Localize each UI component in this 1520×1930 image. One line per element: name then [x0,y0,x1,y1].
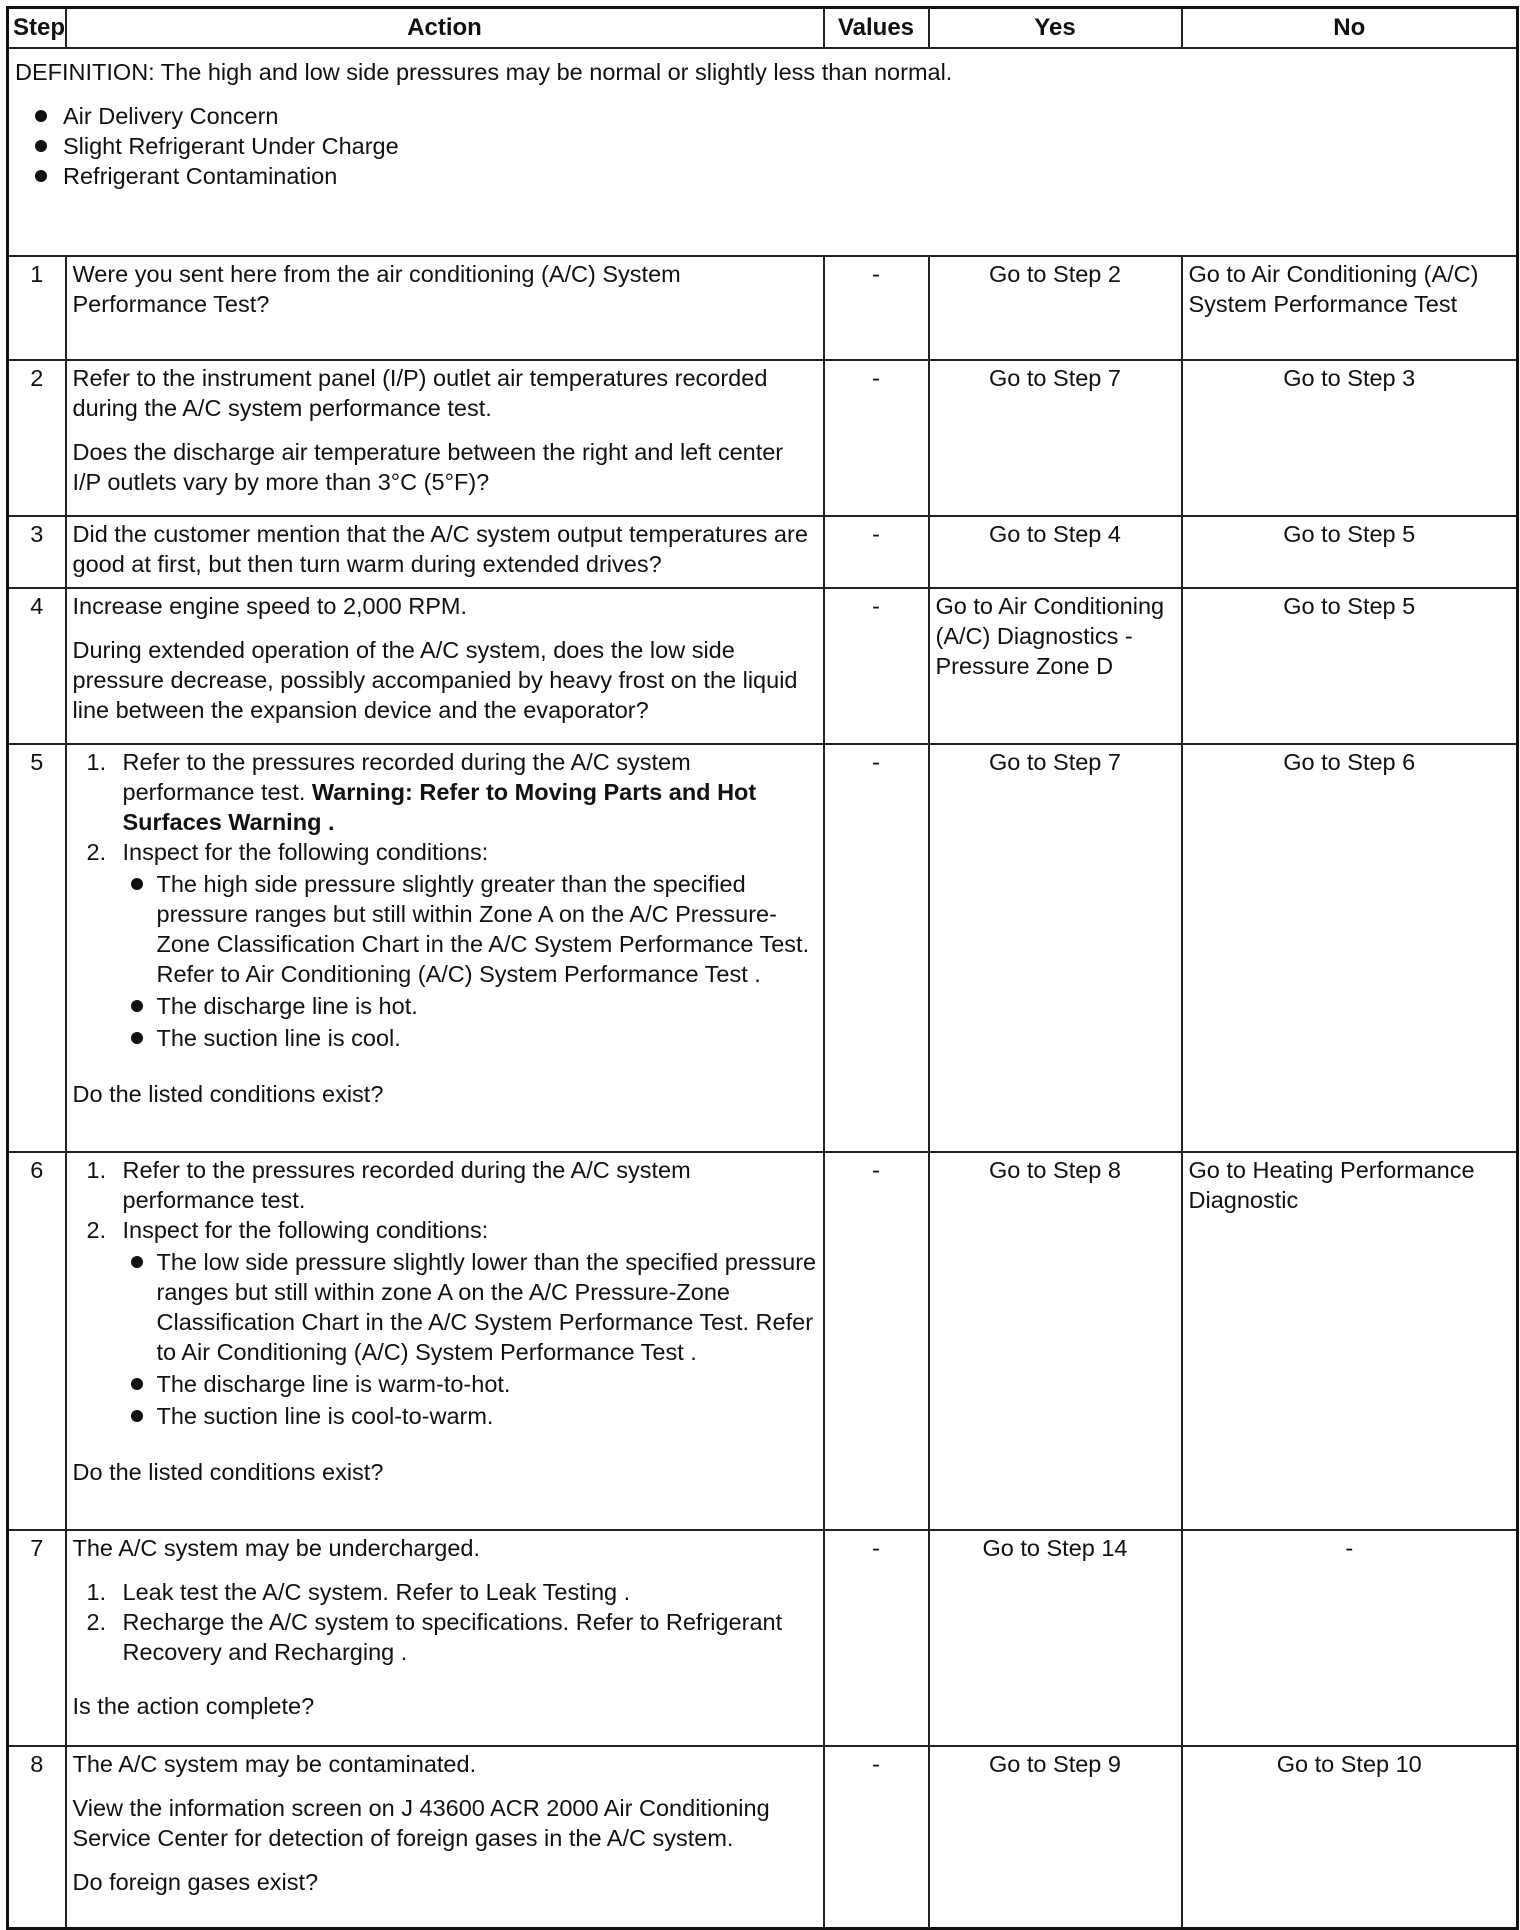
no-cell[interactable]: Go to Step 6 [1182,744,1518,1152]
yes-cell[interactable]: Go to Air Conditioning (A/C) Diagnostics - Pressure Zone D [929,588,1182,744]
header-no: No [1182,8,1518,49]
values-cell: - [824,744,929,1152]
step-number: 8 [8,1746,66,1928]
step-number: 7 [8,1530,66,1746]
action-intro: The A/C system may be undercharged. [72,1535,481,1561]
table-row [8,1152,1518,1530]
action-cell [66,1746,824,1928]
yes-cell[interactable]: Go to Step 8 [929,1152,1182,1530]
list-item: The suction line is cool-to-warm. [123,1401,817,1431]
list-item [73,1155,817,1215]
action-cell [66,1152,824,1530]
yes-cell[interactable]: Go to Step 7 [929,360,1182,516]
action-intro: The A/C system may be contaminated. [72,1751,477,1777]
action-cell: Were you sent here from the air conditioning (A/C) System Performance Test? [66,256,824,360]
table-row [8,1530,1518,1746]
table-row [8,588,1518,744]
table-row [8,256,1518,360]
item-number: 1. [86,749,107,775]
header-values: Values [824,8,929,49]
action-cell [66,744,824,1152]
action-question: Do foreign gases exist? [72,1869,319,1895]
item-number: 2. [86,1609,107,1635]
item-text: Refer to the pressures recorded during the A/C system performance test. [122,1157,691,1213]
list-item: The suction line is cool. [123,1023,817,1053]
no-cell[interactable]: Go to Heating Performance Diagnostic [1182,1152,1518,1530]
item-text: Recharge the A/C system to specifications. Refer to Refrigerant Recovery and Recharging . [122,1609,783,1665]
list-item [73,1577,817,1607]
no-cell[interactable]: Go to Step 3 [1182,360,1518,516]
definition-bullets [13,101,1512,191]
item-number: 1. [86,1579,107,1605]
yes-cell[interactable]: Go to Step 14 [929,1530,1182,1746]
diagnostic-page [6,6,1516,1930]
list-item [73,1215,817,1431]
action-steps [73,1155,817,1431]
yes-cell[interactable]: Go to Step 7 [929,744,1182,1152]
values-cell: - [824,256,929,360]
list-item: Slight Refrigerant Under Charge [13,131,1512,161]
values-cell: - [824,1152,929,1530]
condition-list [123,869,817,1053]
step-number: 6 [8,1152,66,1530]
item-text: Leak test the A/C system. Refer to Leak Testing . [122,1579,631,1605]
table-row [8,744,1518,1152]
action-question: During extended operation of the A/C system, does the low side pressure decrease, possibly accompanied by heavy frost on the liquid line between the expansion device and the evaporator? [72,637,798,723]
list-item: The low side pressure slightly lower than the specified pressure ranges but still within zone A on the A/C Pressure-Zone Classification Chart in the A/C System Performance Test. Refer to Air Conditioning (A/C) System Performance Test . [123,1247,817,1367]
action-question: Does the discharge air temperature between the right and left center I/P outlets vary by more than 3°C (5°F)? [72,439,784,495]
action-cell [66,588,824,744]
values-cell: - [824,360,929,516]
warning-end: . [321,809,335,835]
diagnostic-table [6,6,1519,1930]
yes-cell[interactable]: Go to Step 2 [929,256,1182,360]
no-cell[interactable]: Go to Step 10 [1182,1746,1518,1928]
action-steps [73,747,817,1053]
list-item: The discharge line is hot. [123,991,817,1021]
action-paragraph: Refer to the instrument panel (I/P) outlet air temperatures recorded during the A/C system performance test. [72,365,768,421]
list-item [73,1607,817,1667]
yes-cell[interactable]: Go to Step 4 [929,516,1182,588]
definition-text: DEFINITION: The high and low side pressures may be normal or slightly less than normal. [15,59,953,85]
no-cell: - [1182,1530,1518,1746]
list-item: The high side pressure slightly greater than the specified pressure ranges but still within Zone A on the A/C Pressure-Zone Classification Chart in the A/C System Performance Test. Refer to Air Conditioning (A/C) System Performance Test . [123,869,817,989]
no-cell[interactable]: Go to Step 5 [1182,588,1518,744]
step-number: 3 [8,516,66,588]
no-cell[interactable]: Go to Step 5 [1182,516,1518,588]
table-header-row [8,8,1518,49]
table-row [8,360,1518,516]
step-number: 4 [8,588,66,744]
values-cell: - [824,1530,929,1746]
item-number: 2. [86,1217,107,1243]
action-cell [66,360,824,516]
action-paragraph: View the information screen on J 43600 ACR 2000 Air Conditioning Service Center for detection of foreign gases in the A/C system. [72,1795,770,1851]
definition-row [8,48,1518,256]
action-question: Do the listed conditions exist? [72,1459,384,1485]
values-cell: - [824,588,929,744]
values-cell: - [824,1746,929,1928]
list-item [73,837,817,1053]
item-text: Inspect for the following conditions: [122,839,489,865]
header-action: Action [66,8,824,49]
item-text: Refer to the pressures recorded during the A/C system performance test. [122,749,691,805]
action-steps [73,1577,817,1667]
step-number: 5 [8,744,66,1152]
action-cell: Did the customer mention that the A/C system output temperatures are good at first, but then turn warm during extended drives? [66,516,824,588]
item-number: 1. [86,1157,107,1183]
definition-cell [8,48,1518,256]
header-step: Step [8,8,66,49]
condition-list [123,1247,817,1431]
list-item: The discharge line is warm-to-hot. [123,1369,817,1399]
header-yes: Yes [929,8,1182,49]
list-item [73,747,817,837]
list-item: Refrigerant Contamination [13,161,1512,191]
step-number: 2 [8,360,66,516]
table-row [8,1746,1518,1928]
step-number: 1 [8,256,66,360]
no-cell[interactable]: Go to Air Conditioning (A/C) System Performance Test [1182,256,1518,360]
action-paragraph: Increase engine speed to 2,000 RPM. [72,593,468,619]
action-question: Is the action complete? [72,1693,315,1719]
warning-text[interactable]: Warning: Refer to Moving Parts and Hot Surfaces Warning [122,779,757,835]
list-item: Air Delivery Concern [13,101,1512,131]
item-number: 2. [86,839,107,865]
table-row [8,516,1518,588]
item-text: Inspect for the following conditions: [122,1217,489,1243]
action-cell [66,1530,824,1746]
values-cell: - [824,516,929,588]
action-question: Do the listed conditions exist? [72,1081,384,1107]
yes-cell[interactable]: Go to Step 9 [929,1746,1182,1928]
